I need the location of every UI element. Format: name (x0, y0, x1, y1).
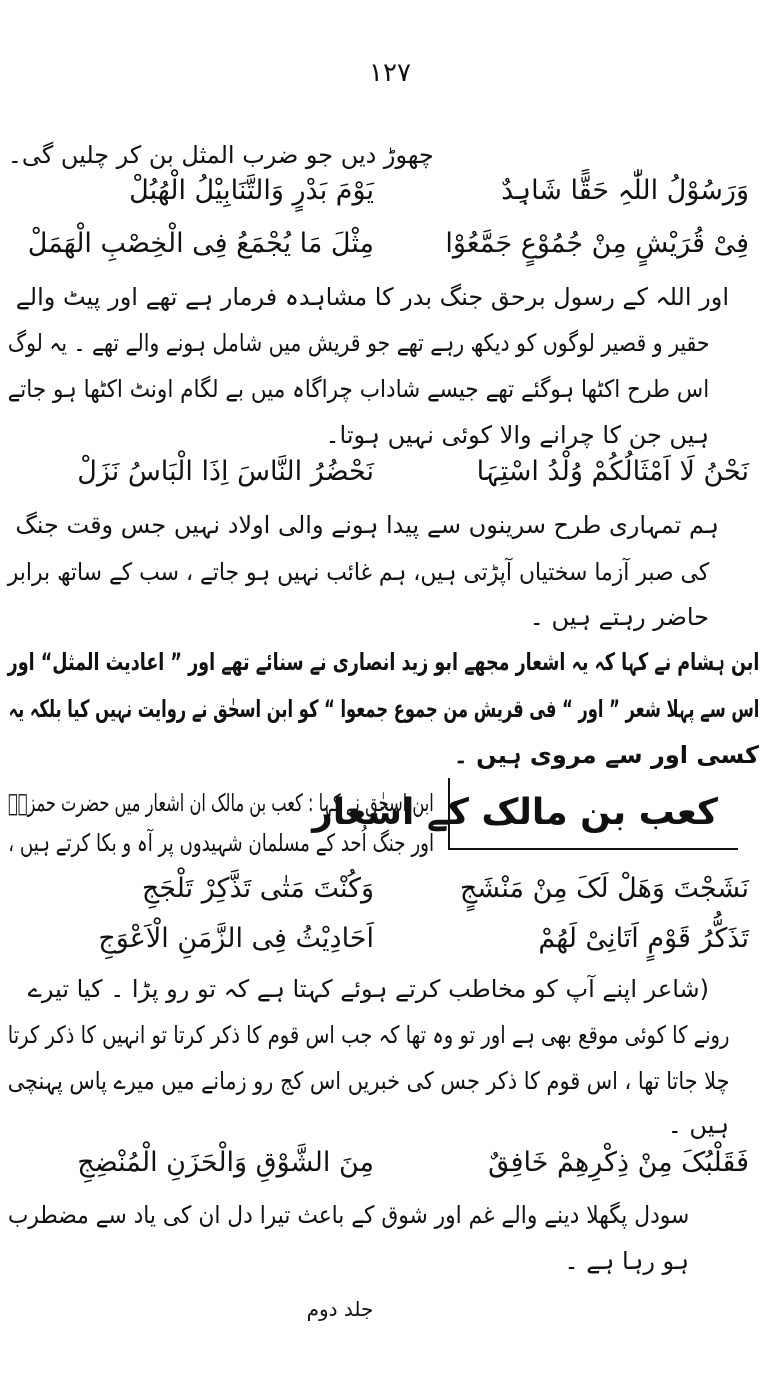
verse-1-right: وَرَسُوْلُ اللّٰہِ حَقًّا شَاہِدٌ (501, 175, 749, 206)
verse-4-left: وَکُنْتَ مَتٰی تَذَّکِرْ تَلْجَجِ (141, 873, 374, 904)
section-intro-line: ابن اسحٰق نے کہا : کعب بن مالک ان اشعار میں حضرت حمزہؓ (8, 789, 434, 817)
verse-6-right: فَقَلْبُکَ مِنْ ذِکْرِھِمْ خَافِقٌ (488, 1147, 749, 1178)
translation-line: ہم تمہاری طرح سرینوں سے پیدا ہونے والی اولاد نہیں جس وقت جنگ (15, 511, 719, 539)
verse-1-left: یَوْمَ بَدْرٍ وَالتَّنَابِیْلُ الْھُبُلْ (129, 175, 374, 206)
translation-line: حقیر و قصیر لوگوں کو دیکھ رہے تھے جو قریش میں شامل ہونے والے تھے ۔ یہ لوگ (7, 329, 709, 357)
verse-4-right: نَشَجْتَ وَھَلْ لَکَ مِنْ مَنْشَجٍ (459, 873, 749, 904)
section-heading-box (312, 778, 738, 850)
translation-line: ہیں جن کا چرانے والا کوئی نہیں ہوتا۔ (325, 421, 709, 449)
translation-line: (شاعر اپنے آپ کو مخاطب کرتے ہوئے کہتا ہے کہ تو رو پڑا ۔ کیا تیرے (27, 975, 709, 1003)
translation-line: اس طرح اکٹھا ہوگئے تھے جیسے شاداب چراگاہ میں بے لگام اونٹ اکٹھا ہو جاتے (7, 375, 709, 403)
translation-line: چلا جاتا تھا ، اس قوم کا ذکر جس کی خبریں اس کج رو زمانے میں میرے پاس پہنچی (7, 1067, 729, 1095)
translation-line: حاضر رہتے ہیں ۔ (529, 603, 709, 631)
note-line: اس سے پہلا شعر ” اور “ فی قریش من جموع جمعوا “ کو ابن اسحٰق نے روایت نہیں کیا بلکہ یہ (8, 695, 759, 723)
note-line: کسی اور سے مروی ہیں ۔ (453, 741, 759, 769)
volume-footer: جلد دوم (306, 1297, 374, 1321)
verse-5-right: تَذَکُّرُ قَوْمٍ اَتَانِیْ لَھُمْ (538, 923, 749, 954)
page-number: ۱۲۷ (369, 58, 411, 88)
verse-5-left: اَحَادِیْثُ فِی الزَّمَنِ الْاَعْوَجِ (98, 923, 374, 954)
verse-6-left: مِنَ الشَّوْقِ وَالْحَزَنِ الْمُنْضِجِ (77, 1147, 374, 1178)
intro-line: چھوڑ دیں جو ضرب المثل بن کر چلیں گی۔ (8, 141, 434, 169)
translation-line: رونے کا کوئی موقع بھی ہے اور تو وہ تھا کہ جب اس قوم کا ذکر کرتا تو انہیں کا ذکر کرتا (7, 1021, 729, 1049)
verse-2-left: مِثْلَ مَا یُجْمَعُ فِی الْخِصْبِ الْھَمَلْ (27, 228, 374, 259)
translation-line: کی صبر آزما سختیاں آپڑتی ہیں، ہم غائب نہیں ہو جاتے ، سب کے ساتھ برابر (7, 558, 709, 586)
translation-line: اور اللہ کے رسول برحق جنگ بدر کا مشاہدہ فرمار ہے تھے اور پیٹ والے (15, 283, 729, 311)
verse-3-right: نَحْنُ لَا اَمْثَالُکُمْ وُلْدُ اسْتِہَا (476, 456, 749, 487)
verse-2-right: فِیْ قُرَیْشٍ مِنْ جُمُوْعٍ جَمَّعُوْا (445, 228, 749, 259)
section-intro-line: اور جنگ اُحد کے مسلمان شہیدوں پر آہ و بکا کرتے ہیں ، (8, 829, 434, 857)
translation-line: سودل پگھلا دینے والے غم اور شوق کے باعث تیرا دل ان کی یاد سے مضطرب (7, 1201, 689, 1229)
translation-line: ہیں ۔ (667, 1111, 729, 1139)
note-line: ابن ہشام نے کہا کہ یہ اشعار مجھے ابو زید انصاری نے سنائے تھے اور ” اعادیث المثل“ اور (7, 648, 759, 676)
verse-3-left: نَحْضُرُ النَّاسَ اِذَا الْبَاسُ نَزَلْ (77, 456, 374, 487)
translation-line: ہو رہا ہے ۔ (564, 1247, 689, 1275)
section-title: کعب بن مالک کے اشعار (312, 792, 718, 833)
